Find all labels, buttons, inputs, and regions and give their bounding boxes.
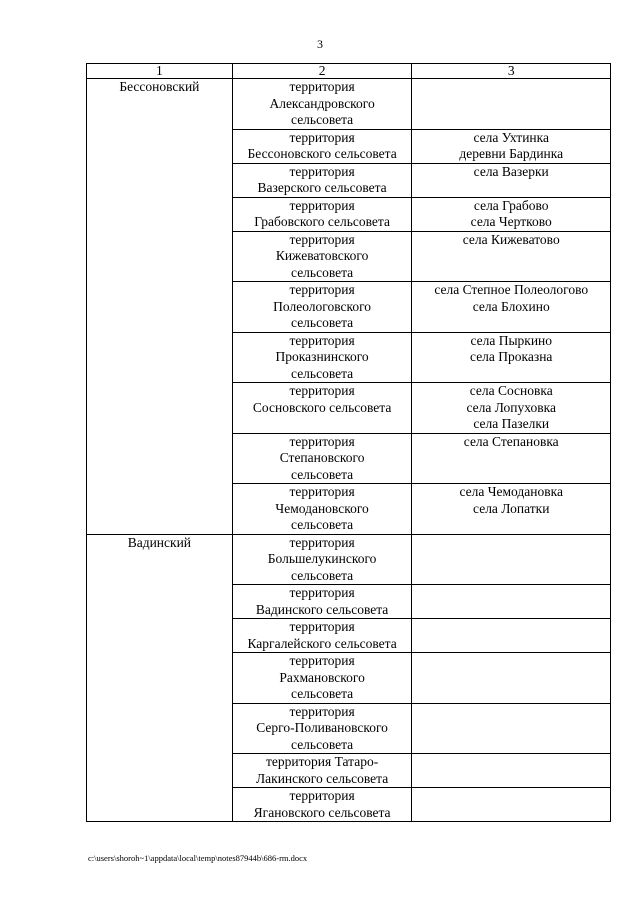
settlements-cell: села Чемодановка села Лопатки xyxy=(412,484,611,535)
column-header-1: 1 xyxy=(87,64,233,79)
column-header-3: 3 xyxy=(412,64,611,79)
footer-file-path: c:\users\shoroh~1\appdata\local\temp\notes87944b\686-rm.docx xyxy=(88,853,308,863)
settlements-cell: села Вазерки xyxy=(412,163,611,197)
territory-cell: территория Татаро- Лакинского сельсовета xyxy=(232,754,412,788)
page-number: 3 xyxy=(317,37,323,51)
settlements-cell: села Степановка xyxy=(412,433,611,484)
settlements-cell xyxy=(412,653,611,704)
territory-cell: территория Рахмановского сельсовета xyxy=(232,653,412,704)
district-cell: Бессоновский xyxy=(87,79,233,535)
territory-cell: территория Александровского сельсовета xyxy=(232,79,412,130)
territory-cell: территория Большелукинского сельсовета xyxy=(232,534,412,585)
table-row xyxy=(87,534,611,585)
settlements-cell: села Грабово села Чертково xyxy=(412,197,611,231)
territory-cell: территория Ягановского сельсовета xyxy=(232,788,412,822)
settlements-cell xyxy=(412,619,611,653)
territory-cell: территория Вадинского сельсовета xyxy=(232,585,412,619)
territory-cell: территория Бессоновского сельсовета xyxy=(232,129,412,163)
settlements-cell xyxy=(412,585,611,619)
column-header-2: 2 xyxy=(232,64,412,79)
settlements-cell: села Пыркино села Проказна xyxy=(412,332,611,383)
table-row xyxy=(87,79,611,130)
settlements-cell: села Сосновка села Лопуховка села Пазелки xyxy=(412,383,611,434)
table-header-row xyxy=(87,64,611,79)
settlements-cell: села Степное Полеологово села Блохино xyxy=(412,282,611,333)
district-cell: Вадинский xyxy=(87,534,233,822)
settlements-cell xyxy=(412,703,611,754)
settlements-cell xyxy=(412,79,611,130)
settlements-cell: села Кижеватово xyxy=(412,231,611,282)
territory-cell: территория Проказнинского сельсовета xyxy=(232,332,412,383)
territory-cell: территория Степановского сельсовета xyxy=(232,433,412,484)
territory-table xyxy=(86,63,611,822)
territory-cell: территория Каргалейского сельсовета xyxy=(232,619,412,653)
territory-cell: территория Полеологовского сельсовета xyxy=(232,282,412,333)
settlements-cell xyxy=(412,788,611,822)
territory-cell: территория Серго-Поливановского сельсовета xyxy=(232,703,412,754)
territory-cell: территория Кижеватовского сельсовета xyxy=(232,231,412,282)
territory-cell: территория Грабовского сельсовета xyxy=(232,197,412,231)
settlements-cell xyxy=(412,534,611,585)
settlements-cell: села Ухтинка деревни Бардинка xyxy=(412,129,611,163)
settlements-cell xyxy=(412,754,611,788)
territory-cell: территория Вазерского сельсовета xyxy=(232,163,412,197)
territory-cell: территория Чемодановского сельсовета xyxy=(232,484,412,535)
territory-cell: территория Сосновского сельсовета xyxy=(232,383,412,434)
